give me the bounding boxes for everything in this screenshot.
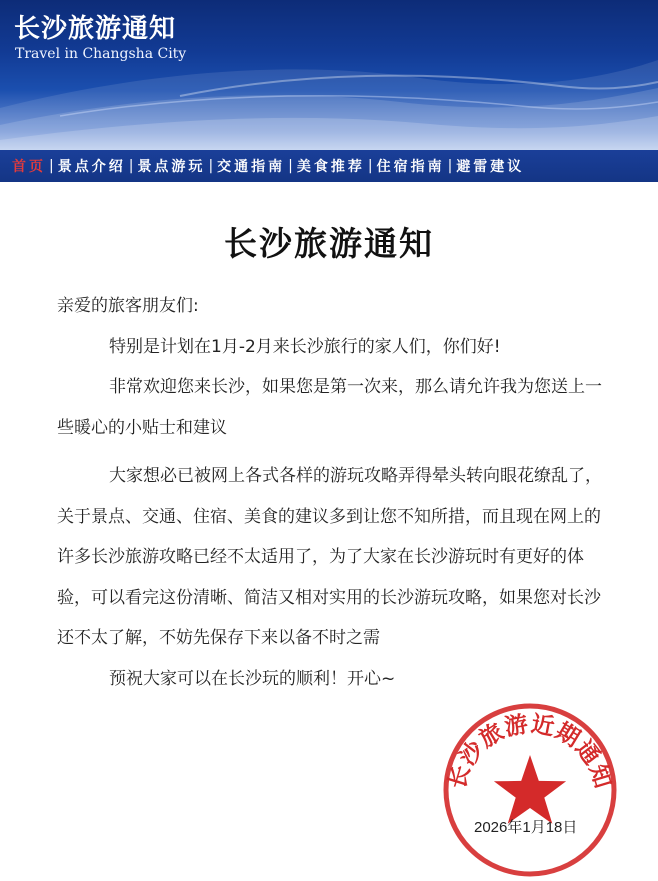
nav-item-attractions-intro[interactable]: 景点介绍 <box>57 159 126 175</box>
nav-separator: | <box>208 158 214 174</box>
nav-separator: | <box>288 158 293 174</box>
nav-separator: | <box>367 158 373 174</box>
nav-item-pitfall-tips[interactable]: 避雷建议 <box>456 159 525 175</box>
notice-date: 2026年1月18日 <box>474 819 578 836</box>
nav-bar <box>0 150 658 182</box>
paragraph: 大家想必已被网上各式各样的游玩攻略弄得晕头转向眼花缭乱了，关于景点、交通、住宿、美食的建议多到让您不知所措，而且现在网上的许多长沙旅游攻略已经不太适用了，为了大家在长沙游玩时有更好的体验，可以看完这份清晰、简洁又相对实用的长沙游玩攻略，如果您对长沙还不太了解，不妨先保存下来以备不时之需 <box>57 466 602 648</box>
site-title: 长沙旅游通知 <box>14 14 177 44</box>
article-title: 长沙旅游通知 <box>224 224 434 263</box>
article-body <box>57 286 605 699</box>
nav-item-food[interactable]: 美食推荐 <box>296 159 365 175</box>
site-subtitle: Travel in Changsha City <box>15 46 187 62</box>
paragraph: 预祝大家可以在长沙玩的顺利！开心~ <box>109 668 396 689</box>
header-banner <box>0 0 658 150</box>
seal-text: 长沙旅游近期通知 <box>444 711 616 793</box>
nav-separator: | <box>128 158 134 174</box>
nav-item-lodging[interactable]: 住宿指南 <box>376 159 445 175</box>
nav-separator: | <box>49 158 54 174</box>
paragraph: 特别是计划在1月-2月来长沙旅行的家人们，你们好! <box>109 336 501 357</box>
nav-separator: | <box>447 158 453 174</box>
greeting: 亲爱的旅客朋友们: <box>57 296 199 316</box>
star-icon <box>494 755 566 824</box>
paragraph: 非常欢迎您来长沙，如果您是第一次来，那么请允许我为您送上一些暖心的小贴士和建议 <box>57 377 602 438</box>
nav-item-home[interactable]: 首页 <box>12 159 46 175</box>
nav-item-attractions-play[interactable]: 景点游玩 <box>137 159 206 175</box>
nav-item-transport[interactable]: 交通指南 <box>217 159 286 175</box>
official-seal <box>440 700 620 880</box>
